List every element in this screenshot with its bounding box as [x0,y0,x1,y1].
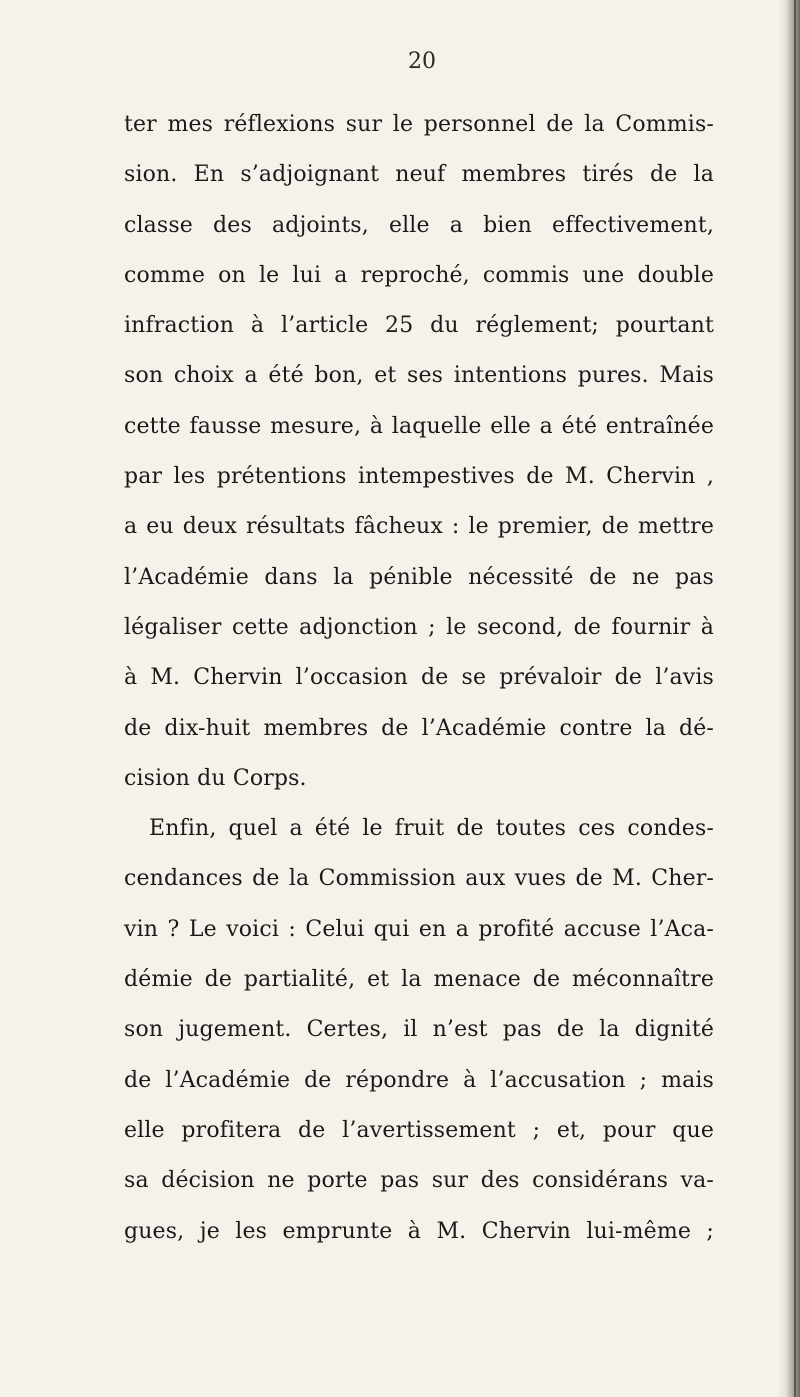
page-fold-shadow [778,0,800,1397]
text-line: ter mes réflexions sur le personnel de la Commis- [124,112,714,137]
text-line: cision du Corps. [124,765,307,791]
text-line: classe des adjoints, elle a bien effectivement, [124,212,714,238]
text-line: elle profitera de l’avertissement ; et, pour que [124,1117,714,1143]
text-line: son jugement. Certes, il n’est pas de la dignité [124,1017,714,1043]
text-line: cette fausse mesure, à laquelle elle a été entraînée [124,413,714,439]
text-line: par les prétentions intempestives de M. Chervin , [124,464,714,490]
page-edge [794,0,796,1397]
text-line: Enfin, quel a été le fruit de toutes ces condes- [149,816,714,842]
text-line: démie de partialité, et la menace de méconnaître [124,967,714,993]
text-line: son choix a été bon, et ses intentions pures. Mais [124,363,714,389]
text-line: cendances de la Commission aux vues de M. Cher- [124,866,714,892]
text-line: l’Académie dans la pénible nécessité de ne pas [124,564,714,590]
text-line: de l’Académie de répondre à l’accusation ; mais [124,1067,714,1093]
text-line: vin ? Le voici : Celui qui en a profité accuse l’Aca- [124,916,714,942]
text-line: sa décision ne porte pas sur des considérans va- [124,1168,714,1194]
text-line: infraction à l’article 25 du réglement; pourtant [124,313,714,339]
text-line: de dix-huit membres de l’Académie contre la dé- [124,715,714,741]
page-number: 20 [408,49,436,74]
text-line: comme on le lui a reproché, commis une double [124,262,714,288]
body-text [124,100,714,1257]
text-line: légaliser cette adjonction ; le second, de fournir à [124,614,714,640]
text-line: a eu deux résultats fâcheux : le premier, de mettre [124,514,714,540]
text-line: à M. Chervin l’occasion de se prévaloir de l’avis [124,665,714,691]
text-line: gues, je les emprunte à M. Chervin lui-même ; [124,1218,714,1244]
text-line: sion. En s’adjoignant neuf membres tirés de la [124,162,714,188]
